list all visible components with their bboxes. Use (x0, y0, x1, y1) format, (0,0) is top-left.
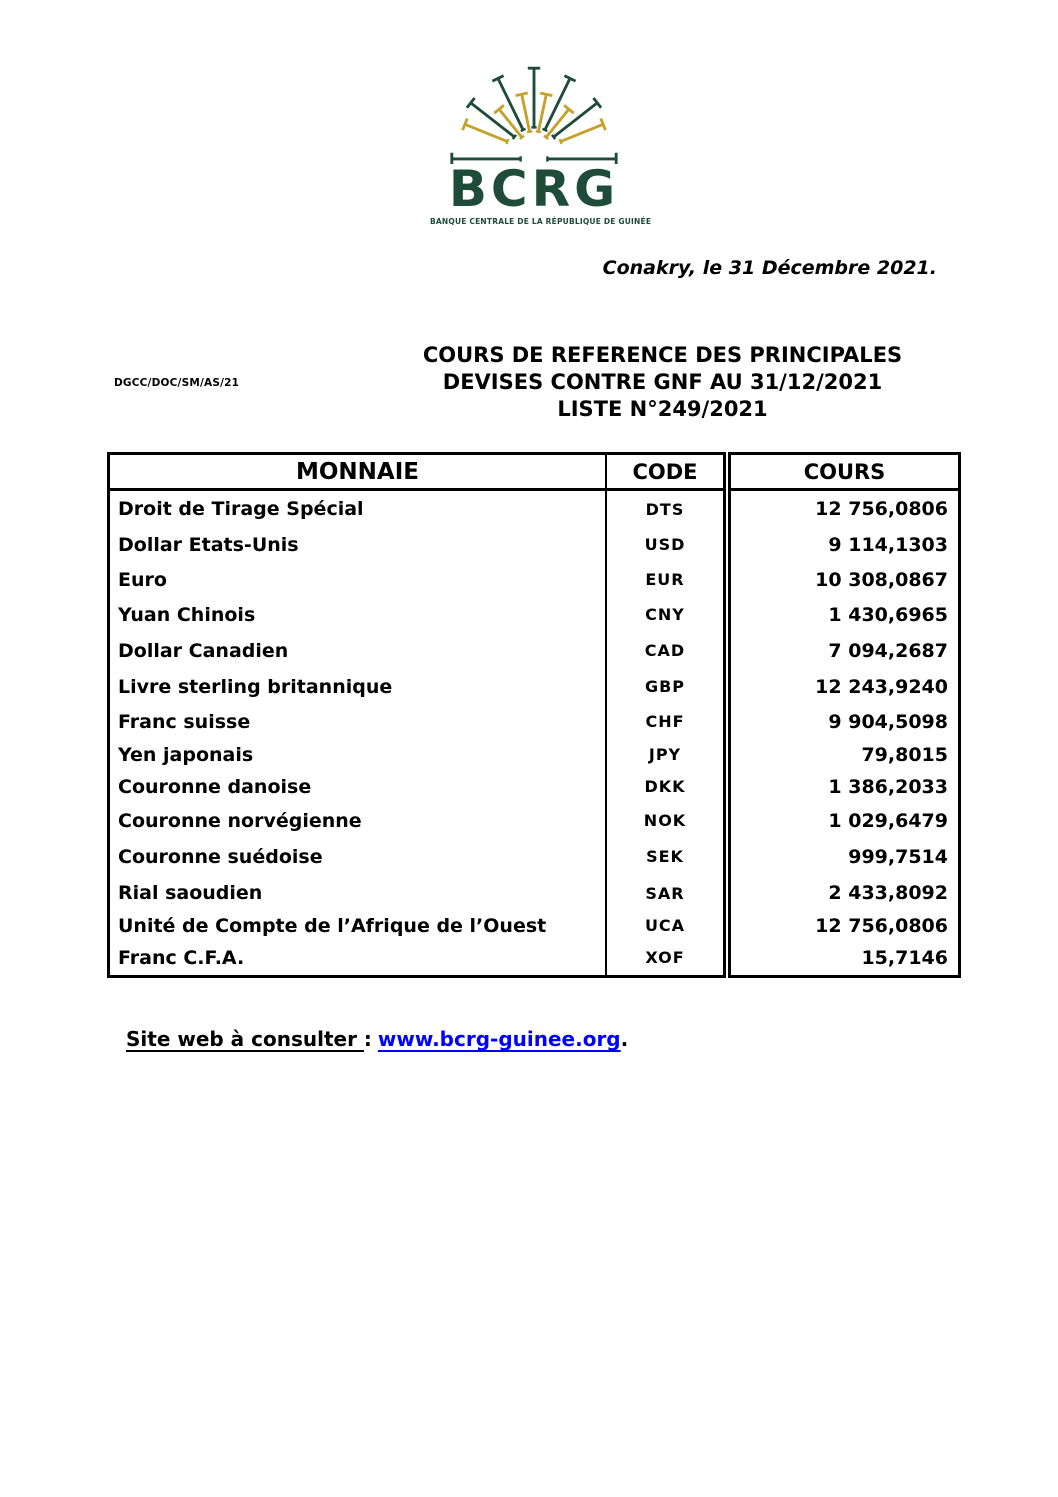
table-row (110, 803, 723, 838)
rates-table-left-box (107, 452, 726, 978)
website-link[interactable]: www.bcrg-guinee.org (377, 1027, 621, 1051)
exchange-rate-value: 12 756,0806 (815, 914, 948, 937)
currency-name: Droit de Tirage Spécial (118, 498, 364, 520)
table-row-rate (731, 491, 958, 527)
currency-code: XOF (605, 940, 723, 975)
exchange-rate-value: 2 433,8092 (828, 882, 948, 904)
table-row-rate (731, 770, 958, 803)
exchange-rate-value: 1 430,6965 (828, 603, 948, 626)
currency-name: Franc C.F.A. (118, 946, 245, 969)
exchange-rate-value: 1 386,2033 (828, 775, 948, 798)
currency-code: DKK (605, 770, 723, 803)
table-row-rate (731, 632, 958, 669)
column-header-cours: COURS (803, 459, 886, 484)
table-row (110, 739, 723, 770)
colon-separator: : (363, 1027, 372, 1051)
exchange-rate-value: 10 308,0867 (815, 568, 948, 591)
table-row (110, 669, 723, 704)
table-row-rate (731, 838, 958, 875)
title-line-3: LISTE N°249/2021 (557, 397, 768, 421)
currency-name: Rial saoudien (118, 882, 263, 904)
table-row-rate (731, 704, 958, 739)
currency-name: Couronne norvégienne (118, 809, 362, 832)
table-body-rates (731, 491, 958, 975)
currency-code: EUR (605, 562, 723, 597)
rates-table-cours-box (728, 452, 961, 978)
table-row (110, 875, 723, 911)
table-row-rate (731, 875, 958, 911)
exchange-rate-value: 15,7146 (861, 946, 948, 969)
currency-name: Livre sterling britannique (118, 675, 393, 698)
currency-code: UCA (605, 911, 723, 940)
table-row (110, 597, 723, 632)
table-row-rate (731, 669, 958, 704)
title-line-1: COURS DE REFERENCE DES PRINCIPALES (422, 343, 903, 367)
currency-name: Dollar Canadien (118, 639, 289, 662)
table-body-currencies (110, 491, 723, 975)
currency-code: SAR (605, 875, 723, 911)
currency-name: Dollar Etats-Unis (118, 533, 299, 556)
exchange-rate-value: 999,7514 (848, 845, 948, 868)
table-row (110, 838, 723, 875)
exchange-rate-value: 7 094,2687 (828, 639, 948, 662)
table-row (110, 562, 723, 597)
table-row (110, 704, 723, 739)
table-row (110, 632, 723, 669)
table-row-rate (731, 940, 958, 975)
table-row-rate (731, 739, 958, 770)
currency-code: CAD (605, 632, 723, 669)
website-line (126, 1027, 628, 1051)
table-row-rate (731, 597, 958, 632)
currency-code: SEK (605, 838, 723, 875)
table-row (110, 770, 723, 803)
currency-name: Franc suisse (118, 710, 251, 733)
table-row (110, 527, 723, 562)
currency-code: NOK (605, 803, 723, 838)
column-header-code: CODE (605, 455, 723, 488)
currency-name: Euro (118, 568, 167, 591)
table-header-row (110, 455, 723, 491)
document-title (390, 342, 935, 423)
currency-code: USD (605, 527, 723, 562)
currency-name: Unité de Compte de l’Afrique de l’Ouest (118, 914, 547, 937)
website-label: Site web à consulter (126, 1027, 357, 1051)
currency-code: DTS (605, 491, 723, 527)
currency-code: JPY (605, 739, 723, 770)
exchange-rate-value: 1 029,6479 (828, 809, 948, 832)
logo-subtitle: BANQUE CENTRALE DE LA RÉPUBLIQUE DE GUINÉE (430, 217, 652, 226)
table-row-rate (731, 562, 958, 597)
date-line: Conakry, le 31 Décembre 2021. (602, 257, 937, 279)
table-row (110, 940, 723, 975)
table-row (110, 491, 723, 527)
exchange-rate-value: 9 114,1303 (828, 533, 948, 556)
exchange-rate-value: 12 756,0806 (815, 498, 948, 520)
currency-name: Couronne danoise (118, 775, 312, 798)
table-row (110, 911, 723, 940)
reference-code: DGCC/DOC/SM/AS/21 (114, 377, 240, 389)
currency-name: Yen japonais (118, 743, 254, 766)
table-row-rate (731, 803, 958, 838)
exchange-rate-value: 9 904,5098 (828, 710, 948, 733)
logo-trumpet-fan-icon (448, 66, 620, 164)
title-line-2: DEVISES CONTRE GNF AU 31/12/2021 (442, 370, 883, 394)
currency-name: Couronne suédoise (118, 845, 323, 868)
logo-acronym: BCRG (448, 160, 620, 218)
currency-code: CNY (605, 597, 723, 632)
exchange-rate-value: 79,8015 (861, 743, 948, 766)
table-row-rate (731, 527, 958, 562)
exchange-rate-value: 12 243,9240 (815, 675, 948, 698)
currency-name: Yuan Chinois (118, 603, 256, 626)
table-row-rate (731, 911, 958, 940)
table-header-row-cours (731, 455, 958, 491)
currency-code: GBP (605, 669, 723, 704)
currency-code: CHF (605, 704, 723, 739)
sentence-period: . (620, 1027, 629, 1051)
column-header-monnaie: MONNAIE (295, 458, 419, 485)
bcrg-logo (430, 66, 652, 226)
